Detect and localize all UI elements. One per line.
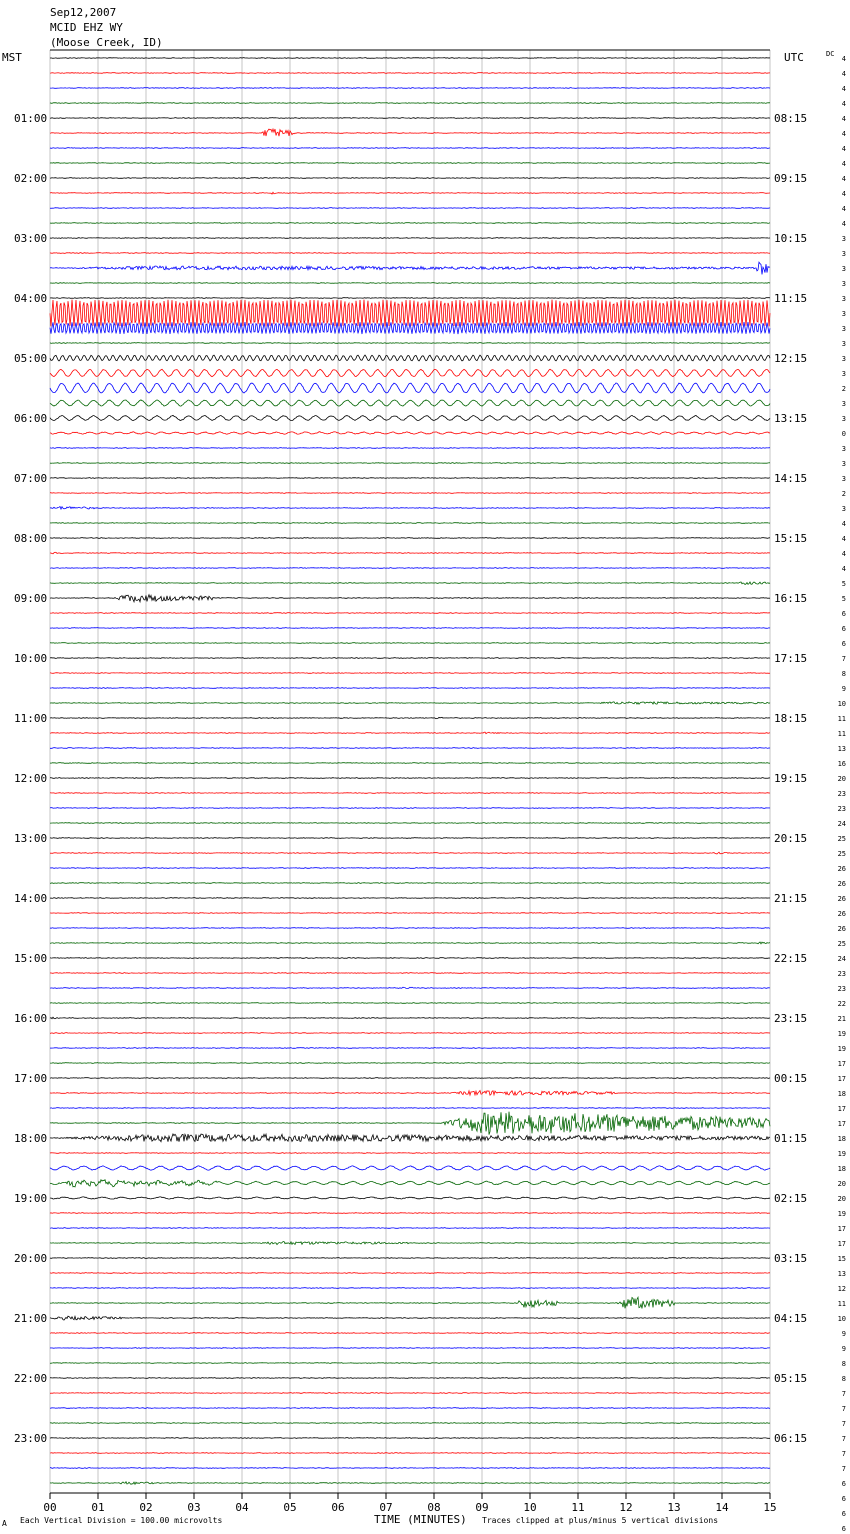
x-axis-title: TIME (MINUTES) — [374, 1513, 467, 1526]
dc-offset-value: 4 — [841, 70, 846, 78]
dc-offset-value: 5 — [841, 595, 846, 603]
right-hour-label: 10:15 — [774, 232, 808, 245]
dc-offset-value: 18 — [837, 1090, 846, 1098]
dc-offset-value: 7 — [841, 655, 846, 663]
dc-offset-value: 3 — [841, 325, 846, 333]
dc-offset-value: 3 — [841, 355, 846, 363]
dc-offset-value: 20 — [837, 1180, 846, 1188]
dc-offset-value: 20 — [837, 775, 846, 783]
left-hour-label: 21:00 — [14, 1312, 48, 1325]
left-hour-label: 23:00 — [14, 1432, 48, 1445]
dc-offset-value: 4 — [841, 100, 846, 108]
right-hour-label: 14:15 — [774, 472, 808, 485]
dc-offset-value: 8 — [841, 670, 846, 678]
dc-offset-value: 4 — [841, 130, 846, 138]
left-hour-label: 06:00 — [14, 412, 48, 425]
dc-offset-value: 7 — [841, 1435, 846, 1443]
dc-offset-value: 23 — [837, 790, 846, 798]
dc-offset-value: 4 — [841, 175, 846, 183]
dc-offset-value: 4 — [841, 565, 846, 573]
dc-offset-value: 7 — [841, 1390, 846, 1398]
dc-offset-value: 3 — [841, 235, 846, 243]
dc-offset-value: 4 — [841, 115, 846, 123]
left-hour-label: 18:00 — [14, 1132, 48, 1145]
dc-offset-value: 9 — [841, 685, 846, 693]
right-hour-label: 09:15 — [774, 172, 808, 185]
dc-offset-value: 11 — [837, 1300, 846, 1308]
dc-offset-value: 6 — [841, 640, 846, 648]
x-tick-label: 02 — [139, 1501, 153, 1514]
dc-offset-value: 17 — [837, 1075, 846, 1083]
dc-offset-value: 4 — [841, 190, 846, 198]
left-hour-label: 04:00 — [14, 292, 48, 305]
trace-line — [50, 928, 770, 929]
dc-offset-value: 26 — [837, 910, 846, 918]
dc-offset-value: 4 — [841, 535, 846, 543]
x-tick-label: 03 — [187, 1501, 201, 1514]
dc-offset-value: 26 — [837, 880, 846, 888]
dc-offset-value: 10 — [837, 700, 846, 708]
right-hour-label: 16:15 — [774, 592, 808, 605]
dc-offset-value: 10 — [837, 1315, 846, 1323]
dc-offset-value: 11 — [837, 730, 846, 738]
left-hour-label: 07:00 — [14, 472, 48, 485]
left-hour-label: 09:00 — [14, 592, 48, 605]
right-hour-label: 15:15 — [774, 532, 808, 545]
right-hour-label: 20:15 — [774, 832, 808, 845]
dc-offset-value: 13 — [837, 1270, 846, 1278]
dc-offset-value: 8 — [841, 1375, 846, 1383]
dc-offset-value: 4 — [841, 145, 846, 153]
dc-offset-value: 18 — [837, 1135, 846, 1143]
dc-offset-value: 17 — [837, 1240, 846, 1248]
right-hour-label: 02:15 — [774, 1192, 808, 1205]
left-hour-label: 19:00 — [14, 1192, 48, 1205]
dc-offset-value: 3 — [841, 370, 846, 378]
dc-offset-value: 23 — [837, 970, 846, 978]
trace-line — [50, 163, 770, 164]
dc-offset-value: 4 — [841, 220, 846, 228]
trace-line — [50, 58, 770, 59]
trace-line — [50, 1273, 770, 1274]
dc-offset-value: 5 — [841, 580, 846, 588]
left-hour-label: 10:00 — [14, 652, 48, 665]
trace-line — [50, 1108, 770, 1109]
dc-offset-value: 0 — [841, 430, 846, 438]
x-tick-label: 04 — [235, 1501, 249, 1514]
dc-offset-value: 3 — [841, 445, 846, 453]
right-hour-label: 00:15 — [774, 1072, 808, 1085]
dc-offset-value: 3 — [841, 280, 846, 288]
dc-offset-value: 24 — [837, 955, 846, 963]
x-tick-label: 12 — [619, 1501, 633, 1514]
dc-offset-value: 20 — [837, 1195, 846, 1203]
dc-offset-value: 17 — [837, 1225, 846, 1233]
dc-offset-value: 6 — [841, 1495, 846, 1503]
right-hour-label: 03:15 — [774, 1252, 808, 1265]
dc-offset-value: 17 — [837, 1120, 846, 1128]
trace-line — [50, 1378, 770, 1379]
left-hour-label: 14:00 — [14, 892, 48, 905]
x-tick-label: 08 — [427, 1501, 441, 1514]
right-zone-label: UTC — [784, 51, 804, 64]
trace-line — [50, 208, 770, 209]
dc-offset-value: 3 — [841, 340, 846, 348]
left-hour-label: 05:00 — [14, 352, 48, 365]
right-hour-label: 22:15 — [774, 952, 808, 965]
left-hour-label: 01:00 — [14, 112, 48, 125]
header-location: (Moose Creek, ID) — [50, 36, 163, 49]
dc-offset-value: 3 — [841, 400, 846, 408]
dc-offset-value: 2 — [841, 385, 846, 393]
right-hour-label: 23:15 — [774, 1012, 808, 1025]
trace-line — [50, 1033, 770, 1034]
dc-offset-value: 7 — [841, 1465, 846, 1473]
trace-line — [50, 103, 770, 104]
x-tick-label: 10 — [523, 1501, 537, 1514]
right-hour-label: 19:15 — [774, 772, 808, 785]
left-hour-label: 22:00 — [14, 1372, 48, 1385]
dc-offset-value: 19 — [837, 1045, 846, 1053]
trace-line — [50, 283, 770, 284]
dc-offset-value: 26 — [837, 925, 846, 933]
dc-offset-value: 3 — [841, 310, 846, 318]
dc-offset-value: 6 — [841, 1510, 846, 1518]
dc-offset-value: 25 — [837, 835, 846, 843]
dc-offset-value: 17 — [837, 1060, 846, 1068]
dc-offset-value: 16 — [837, 760, 846, 768]
right-hour-label: 11:15 — [774, 292, 808, 305]
dc-offset-value: 4 — [841, 205, 846, 213]
left-hour-label: 12:00 — [14, 772, 48, 785]
dc-offset-value: 19 — [837, 1210, 846, 1218]
header-station: MCID EHZ WY — [50, 21, 123, 34]
x-tick-label: 14 — [715, 1501, 729, 1514]
dc-offset-value: 6 — [841, 625, 846, 633]
left-hour-label: 03:00 — [14, 232, 48, 245]
trace-line — [50, 793, 770, 794]
x-tick-label: 05 — [283, 1501, 297, 1514]
dc-offset-value: 7 — [841, 1420, 846, 1428]
dc-offset-value: 26 — [837, 865, 846, 873]
right-hour-label: 05:15 — [774, 1372, 808, 1385]
dc-offset-value: 4 — [841, 160, 846, 168]
dc-offset-value: 9 — [841, 1345, 846, 1353]
scale-note: Each Vertical Division = 100.00 microvolts — [20, 1516, 223, 1525]
right-hour-label: 21:15 — [774, 892, 808, 905]
dc-offset-value: 3 — [841, 460, 846, 468]
right-hour-label: 06:15 — [774, 1432, 808, 1445]
left-zone-label: MST — [2, 51, 22, 64]
clip-note: Traces clipped at plus/minus 5 vertical divisions — [482, 1516, 719, 1525]
left-hour-label: 15:00 — [14, 952, 48, 965]
dc-offset-value: 21 — [837, 1015, 846, 1023]
x-tick-label: 09 — [475, 1501, 489, 1514]
dc-offset-value: 6 — [841, 1480, 846, 1488]
dc-label: DC — [826, 50, 835, 58]
dc-offset-value: 24 — [837, 820, 846, 828]
dc-offset-value: 18 — [837, 1165, 846, 1173]
right-hour-label: 04:15 — [774, 1312, 808, 1325]
corner-mark: A — [2, 1519, 7, 1528]
dc-offset-value: 25 — [837, 940, 846, 948]
dc-offset-value: 19 — [837, 1030, 846, 1038]
dc-offset-value: 26 — [837, 895, 846, 903]
right-hour-label: 12:15 — [774, 352, 808, 365]
dc-offset-value: 3 — [841, 505, 846, 513]
right-hour-label: 08:15 — [774, 112, 808, 125]
right-hour-label: 01:15 — [774, 1132, 808, 1145]
dc-offset-value: 3 — [841, 415, 846, 423]
dc-offset-value: 25 — [837, 850, 846, 858]
left-hour-label: 11:00 — [14, 712, 48, 725]
dc-offset-value: 23 — [837, 985, 846, 993]
dc-offset-value: 9 — [841, 1330, 846, 1338]
x-tick-label: 07 — [379, 1501, 393, 1514]
dc-offset-value: 4 — [841, 55, 846, 63]
trace-line — [50, 178, 770, 179]
dc-offset-value: 6 — [841, 1525, 846, 1533]
dc-offset-value: 3 — [841, 265, 846, 273]
dc-offset-value: 2 — [841, 490, 846, 498]
dc-offset-value: 7 — [841, 1450, 846, 1458]
header-date: Sep12,2007 — [50, 6, 117, 19]
dc-offset-value: 22 — [837, 1000, 846, 1008]
dc-offset-value: 15 — [837, 1255, 846, 1263]
dc-offset-value: 4 — [841, 550, 846, 558]
dc-offset-value: 3 — [841, 295, 846, 303]
trace-line — [50, 913, 770, 914]
x-tick-label: 01 — [91, 1501, 105, 1514]
dc-offset-value: 4 — [841, 85, 846, 93]
trace-line — [50, 463, 770, 464]
dc-offset-value: 3 — [841, 475, 846, 483]
dc-offset-value: 6 — [841, 610, 846, 618]
x-tick-label: 15 — [763, 1501, 777, 1514]
dc-offset-value: 3 — [841, 250, 846, 258]
left-hour-label: 17:00 — [14, 1072, 48, 1085]
left-hour-label: 13:00 — [14, 832, 48, 845]
dc-offset-value: 8 — [841, 1360, 846, 1368]
right-hour-label: 13:15 — [774, 412, 808, 425]
trace-line — [50, 238, 770, 239]
x-tick-label: 11 — [571, 1501, 585, 1514]
x-tick-label: 13 — [667, 1501, 681, 1514]
x-tick-label: 06 — [331, 1501, 345, 1514]
trace-line — [50, 523, 770, 524]
dc-offset-value: 23 — [837, 805, 846, 813]
right-hour-label: 18:15 — [774, 712, 808, 725]
right-hour-label: 17:15 — [774, 652, 808, 665]
dc-offset-value: 19 — [837, 1150, 846, 1158]
left-hour-label: 08:00 — [14, 532, 48, 545]
left-hour-label: 16:00 — [14, 1012, 48, 1025]
dc-offset-value: 13 — [837, 745, 846, 753]
trace-line — [50, 763, 770, 764]
trace-line — [50, 1408, 770, 1409]
dc-offset-value: 7 — [841, 1405, 846, 1413]
dc-offset-value: 11 — [837, 715, 846, 723]
left-hour-label: 02:00 — [14, 172, 48, 185]
dc-offset-value: 17 — [837, 1105, 846, 1113]
left-hour-label: 20:00 — [14, 1252, 48, 1265]
x-tick-label: 00 — [43, 1501, 57, 1514]
trace-line — [50, 568, 770, 569]
dc-offset-value: 4 — [841, 520, 846, 528]
trace-line — [50, 643, 770, 644]
dc-offset-value: 12 — [837, 1285, 846, 1293]
